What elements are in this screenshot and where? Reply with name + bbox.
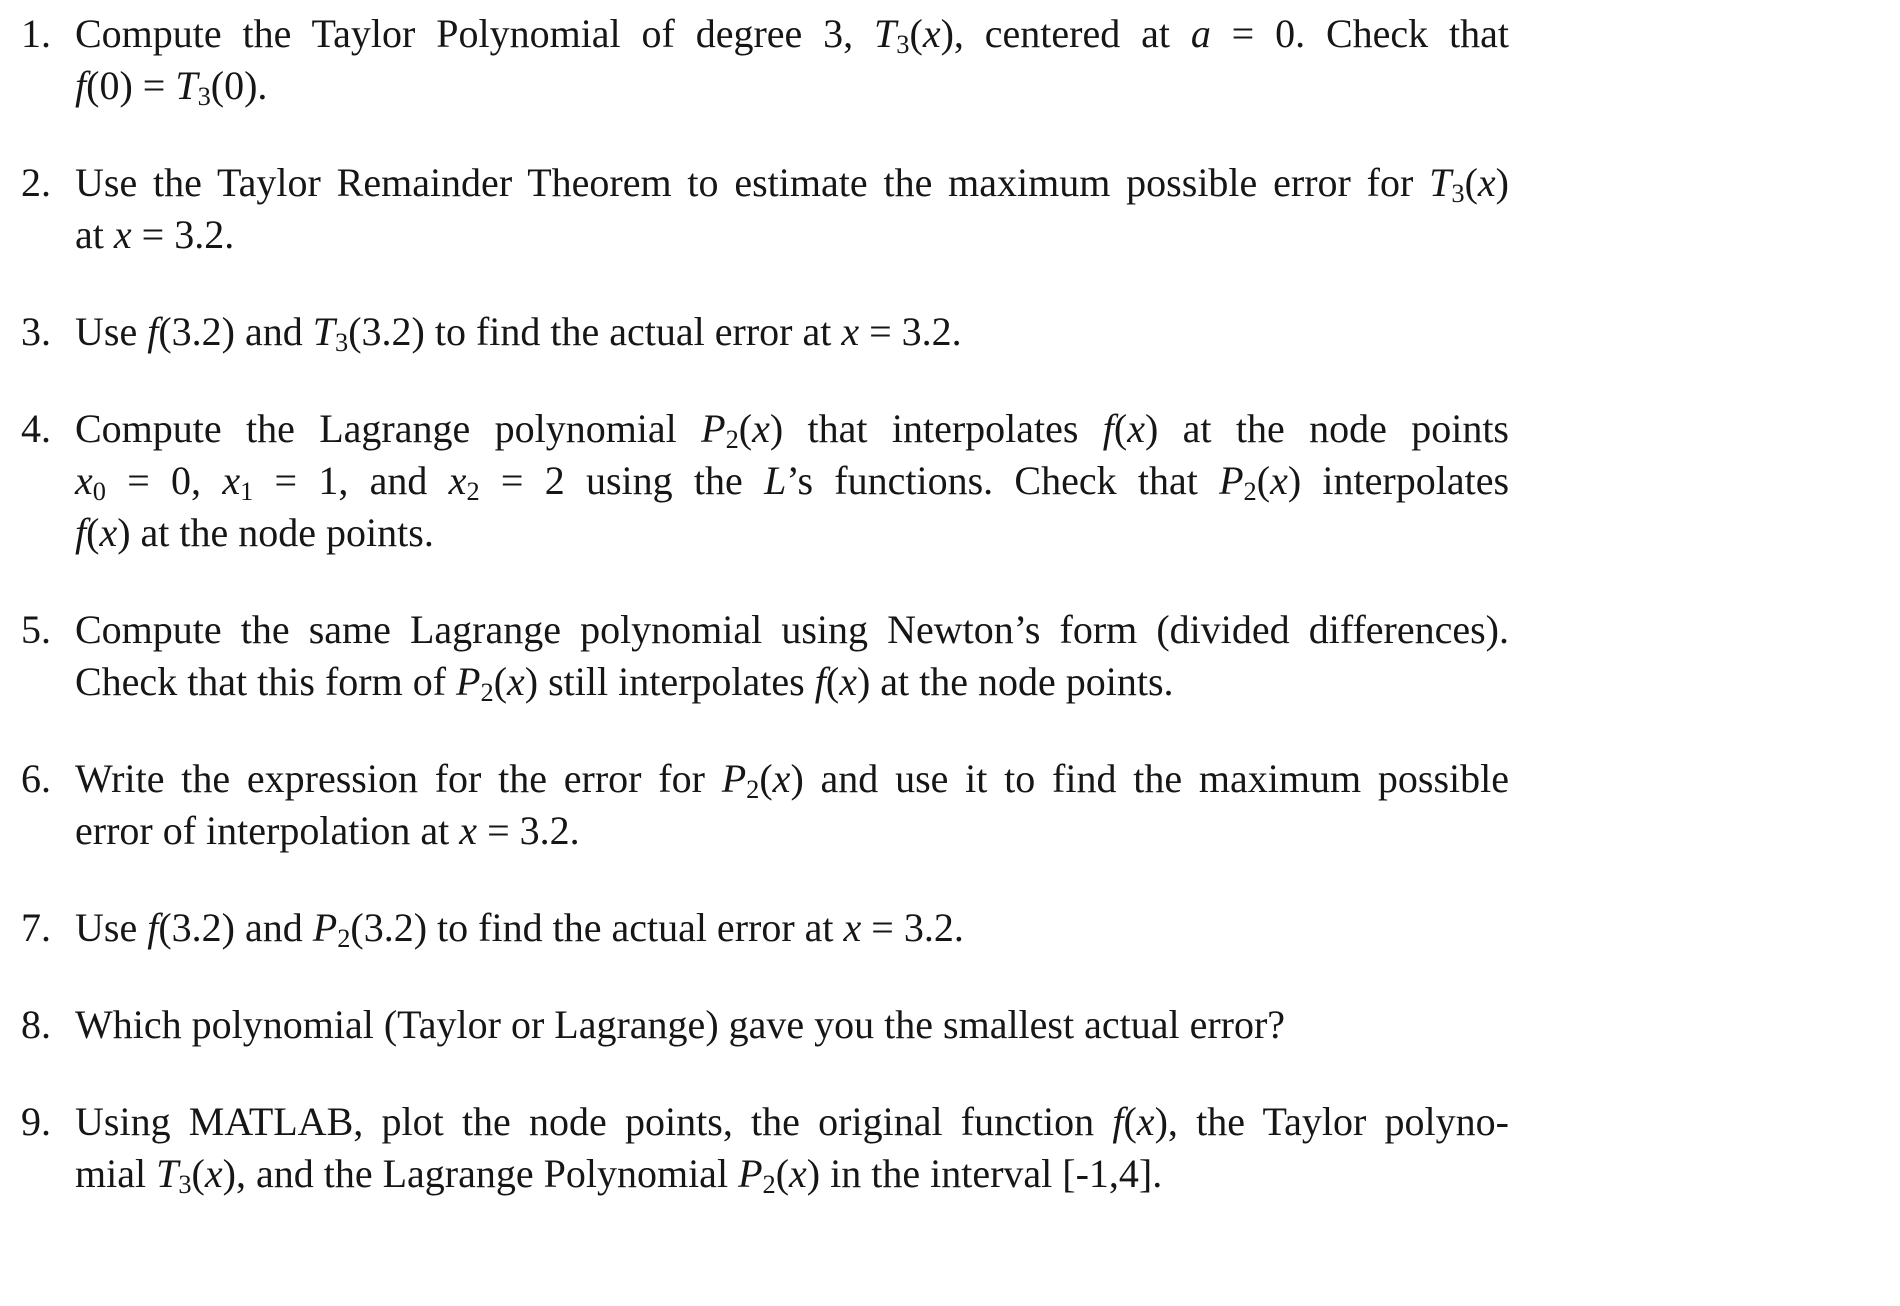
problem-line: error of interpolation at x = 3.2.: [75, 808, 580, 853]
problem-text: [75, 157, 1509, 261]
problem-text: [75, 999, 1509, 1051]
problem-item-1: [21, 8, 1900, 112]
problem-line: Use f(3.2) and $T_3(3.2)$ to find the actual error at x = 3.2.: [75, 309, 962, 357]
problem-text: [75, 1096, 1509, 1200]
problem-item-6: [21, 753, 1900, 857]
problem-number: 2.: [21, 160, 51, 205]
problem-text: [75, 403, 1509, 559]
problem-item-8: [21, 999, 1900, 1051]
problem-number: 9.: [21, 1099, 51, 1144]
problem-line: Compute the Taylor Polynomial of degree 3, $T_3(x)$, centered at a = 0. Check that: [75, 11, 1509, 59]
problem-line: Use the Taylor Remainder Theorem to estimate the maximum possible error for $T_3(x)$: [75, 160, 1509, 208]
problem-line: Write the expression for the error for $P_2(x)$ and use it to find the maximum possible: [75, 756, 1510, 804]
problem-line: Use f(3.2) and $P_2(3.2)$ to find the actual error at x = 3.2.: [75, 905, 964, 953]
problem-item-7: [21, 902, 1900, 954]
problem-item-2: [21, 157, 1900, 261]
problem-line: mial $T_3(x)$, and the Lagrange Polynomial $P_2(x)$ in the interval [-1,4].: [75, 1151, 1163, 1199]
problem-number: 5.: [21, 607, 51, 652]
problem-line: Compute the same Lagrange polynomial using Newton’s form (divided differences).: [75, 607, 1509, 652]
problem-text: [75, 902, 1509, 954]
problem-line: Which polynomial (Taylor or Lagrange) gave you the smallest actual error?: [75, 1002, 1286, 1047]
problem-item-5: [21, 604, 1900, 708]
problem-text: [75, 306, 1509, 358]
problem-number: 7.: [21, 905, 51, 950]
problem-line: $f(0) = T_3(0)$.: [75, 63, 268, 111]
problem-list: [21, 8, 1900, 1200]
problem-number: 1.: [21, 11, 51, 56]
problem-number: 3.: [21, 309, 51, 354]
problem-number: 8.: [21, 1002, 51, 1047]
problem-line: Compute the Lagrange polynomial $P_2(x)$ that interpolates f(x) at the node points: [75, 406, 1509, 454]
problem-line: Check that this form of $P_2(x)$ still interpolates f(x) at the node points.: [75, 659, 1174, 707]
problem-item-4: [21, 403, 1900, 559]
problem-number: 4.: [21, 406, 51, 451]
problem-line: Using MATLAB, plot the node points, the original function f(x), the Taylor polyno-: [75, 1099, 1509, 1144]
problem-item-3: [21, 306, 1900, 358]
problem-number: 6.: [21, 756, 51, 801]
problem-item-9: [21, 1096, 1900, 1200]
problem-text: [75, 753, 1509, 857]
problem-text: [75, 8, 1509, 112]
problem-text: [75, 604, 1509, 708]
problem-line: $x_0 = 0$, $x_1 = 1$, and $x_2 = 2$ using the L’s functions. Check that $P_2(x)$ interpolates: [75, 458, 1510, 506]
problem-line: at x = 3.2.: [75, 212, 235, 257]
problem-line: f(x) at the node points.: [75, 510, 434, 555]
